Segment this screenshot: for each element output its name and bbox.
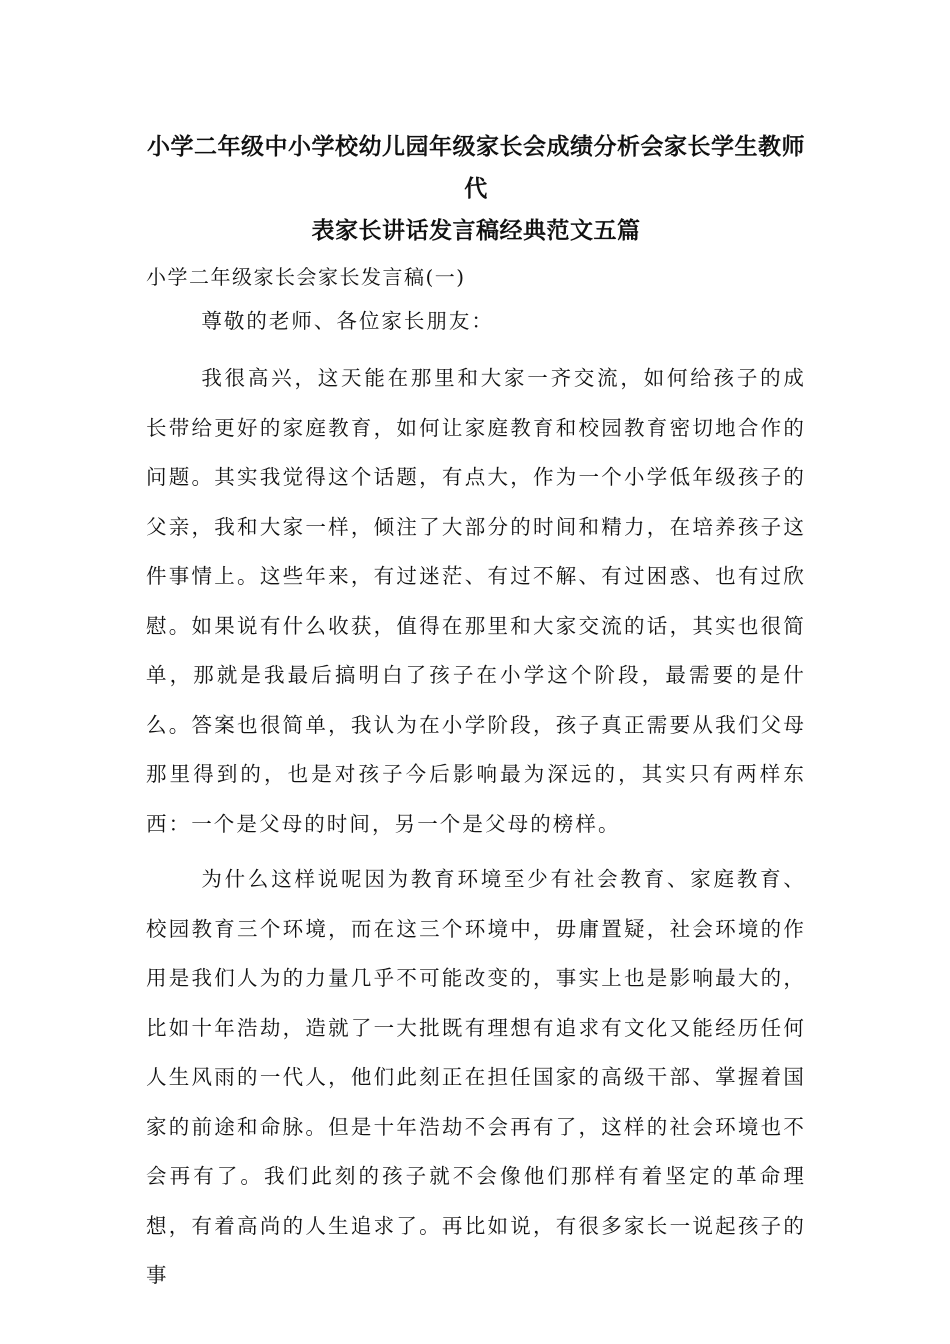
document-title [146,126,806,252]
section-subtitle: 小学二年级家长会家长发言稿(一) [146,265,466,289]
paragraph-2: 为什么这样说呢因为教育环境至少有社会教育、家庭教育、校园教育三个环境，而在这三个环境中，毋庸置疑，社会环境的作用是我们人为的力量几乎不可能改变的，事实上也是影响最大的，比如十年浩劫，造就了一大批既有理想有追求有文化又能经历任何人生风雨的一代人，他们此刻正在担任国家的高级干部、掌握着国家的前途和命脉。但是十年浩劫不会再有了，这样的社会环境也不会再有了。我们此刻的孩子就不会像他们那样有着坚定的革命理想，有着高尚的人生追求了。再比如说，有很多家长一说起孩子的事 [146,867,806,1287]
document-page [146,126,806,1307]
title-line-1: 小学二年级中小学校幼儿园年级家长会成绩分析会家长学生教师代 [147,134,805,202]
title-line-2: 表家长讲话发言稿经典范文五篇 [311,218,641,244]
paragraph-1: 我很高兴，这天能在那里和大家一齐交流，如何给孩子的成长带给更好的家庭教育，如何让家庭教育和校园教育密切地合作的问题。其实我觉得这个话题，有点大，作为一个小学低年级孩子的父亲，我和大家一样，倾注了大部分的时间和精力，在培养孩子这件事情上。这些年来，有过迷茫、有过不解、有过困惑、也有过欣慰。如果说有什么收获，值得在那里和大家交流的话，其实也很简单，那就是我最后搞明白了孩子在小学这个阶段，最需要的是什么。答案也很简单，我认为在小学阶段，孩子真正需要从我们父母那里得到的，也是对孩子今后影响最为深远的，其实只有两样东西：一个是父母的时间，另一个是父母的榜样。 [146,366,806,836]
salutation: 尊敬的老师、各位家长朋友： [201,309,494,333]
